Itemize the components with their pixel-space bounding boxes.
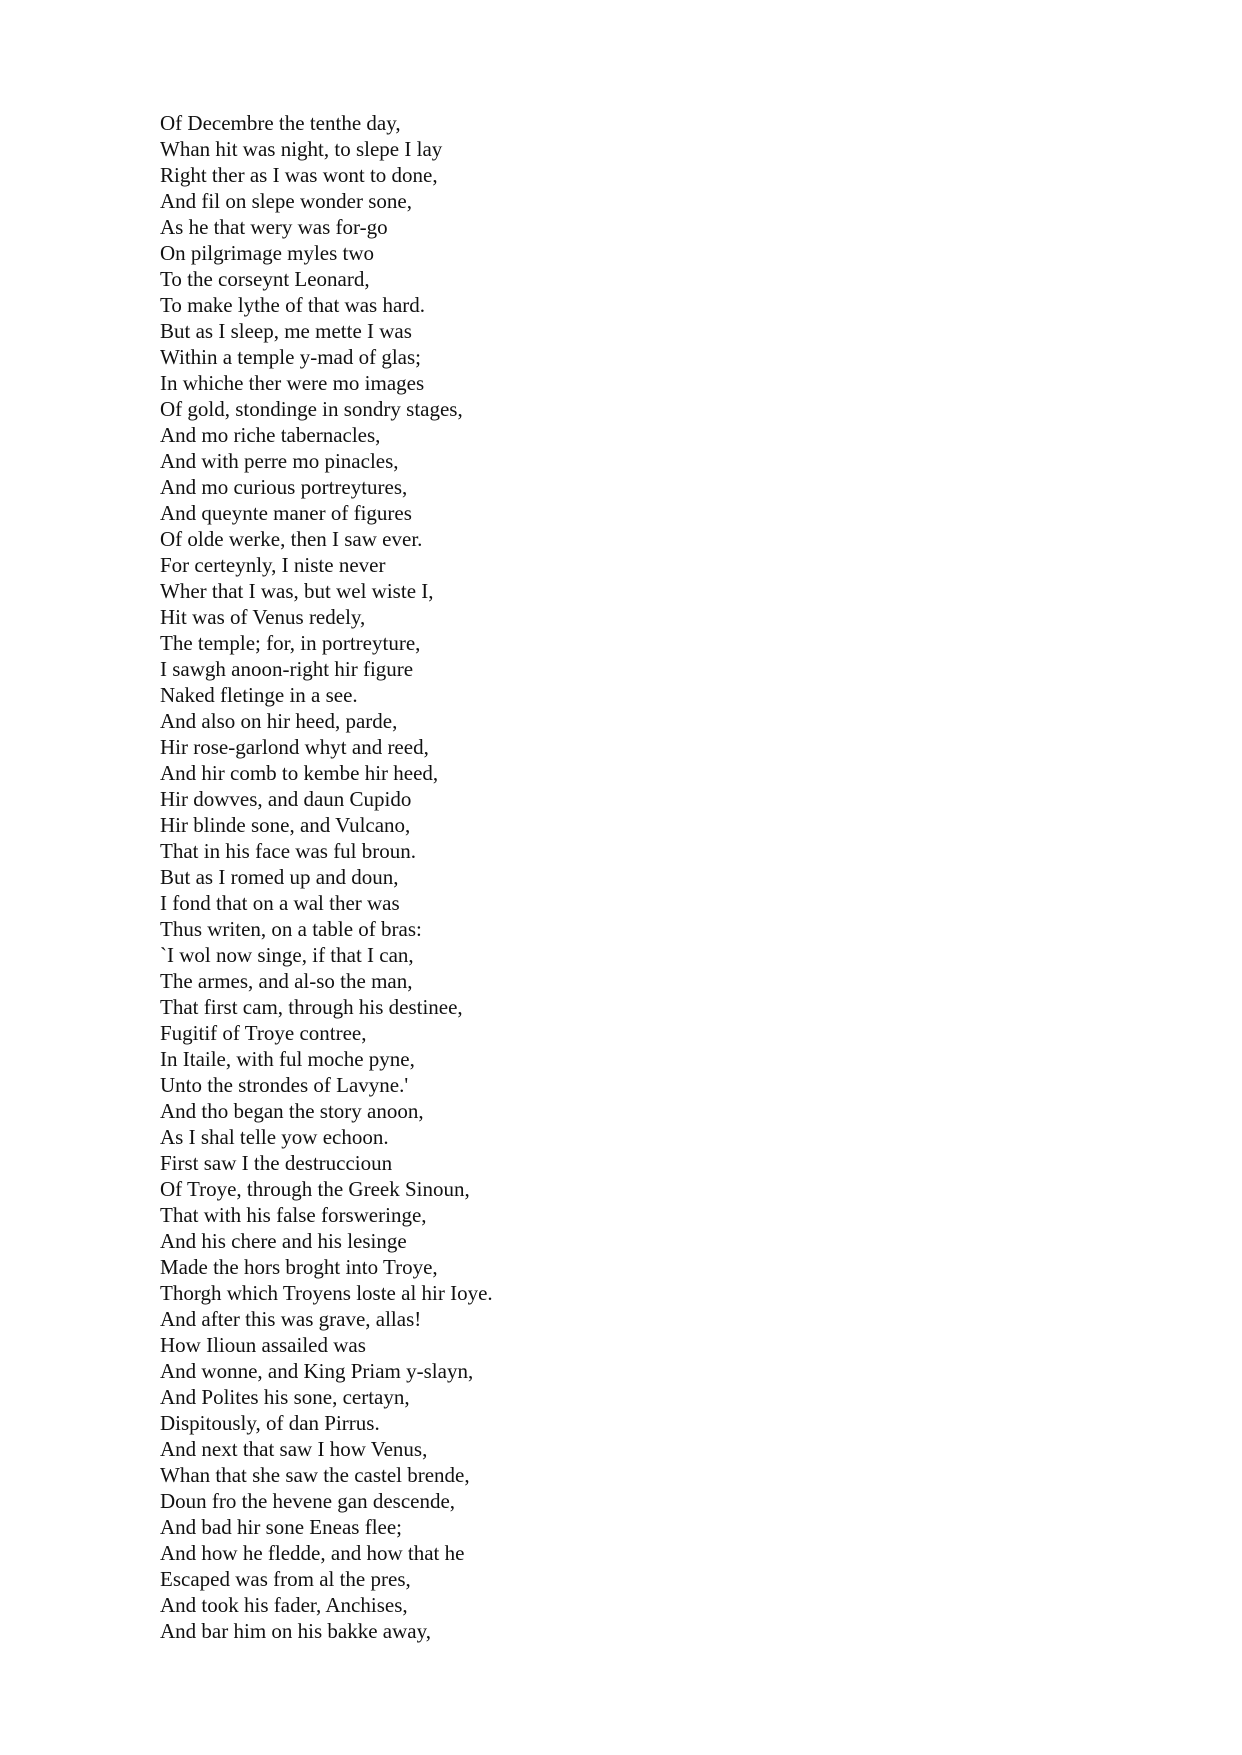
poem-line: To make lythe of that was hard. — [160, 293, 426, 317]
poem-line: I sawgh anoon-right hir figure — [160, 657, 414, 681]
poem-line: And tho began the story anoon, — [160, 1099, 424, 1123]
poem-line: The temple; for, in portreyture, — [160, 631, 421, 655]
poem-line: Of Decembre the tenthe day, — [160, 111, 401, 135]
poem-line: And hir comb to kembe hir heed, — [160, 761, 439, 785]
poem-line: But as I sleep, me mette I was — [160, 319, 412, 343]
poem-line: On pilgrimage myles two — [160, 241, 375, 265]
poem-line: And Polites his sone, certayn, — [160, 1385, 410, 1409]
poem-line: In Itaile, with ful moche pyne, — [160, 1047, 415, 1071]
poem-line: In whiche ther were mo images — [160, 371, 425, 395]
poem-line: And next that saw I how Venus, — [160, 1437, 428, 1461]
poem-line: And his chere and his lesinge — [160, 1229, 407, 1253]
poem-line: Hir rose-garlond whyt and reed, — [160, 735, 429, 759]
poem-line: Doun fro the hevene gan descende, — [160, 1489, 456, 1513]
poem-line: Of Troye, through the Greek Sinoun, — [160, 1177, 470, 1201]
poem-line: Hir blinde sone, and Vulcano, — [160, 813, 411, 837]
poem-line: And bad hir sone Eneas flee; — [160, 1515, 403, 1539]
poem-line: Thorgh which Troyens loste al hir Ioye. — [160, 1281, 493, 1305]
poem-line: Of olde werke, then I saw ever. — [160, 527, 423, 551]
poem-line: To the corseynt Leonard, — [160, 267, 370, 291]
poem-line: But as I romed up and doun, — [160, 865, 399, 889]
poem-line: `I wol now singe, if that I can, — [160, 943, 414, 967]
poem-line: As I shal telle yow echoon. — [160, 1125, 389, 1149]
poem-line: Naked fletinge in a see. — [160, 683, 358, 707]
poem-line: How Ilioun assailed was — [160, 1333, 366, 1357]
poem-line: And wonne, and King Priam y-slayn, — [160, 1359, 474, 1383]
poem-line: And mo riche tabernacles, — [160, 423, 381, 447]
poem-line: That with his false forsweringe, — [160, 1203, 427, 1227]
poem-line: Made the hors broght into Troye, — [160, 1255, 438, 1279]
poem-line: For certeynly, I niste never — [160, 553, 386, 577]
poem-line: And queynte maner of figures — [160, 501, 412, 525]
poem-line: And also on hir heed, parde, — [160, 709, 398, 733]
poem-line: And after this was grave, allas! — [160, 1307, 422, 1331]
poem-line: And with perre mo pinacles, — [160, 449, 399, 473]
poem-line: Hir dowves, and daun Cupido — [160, 787, 412, 811]
poem-line: That first cam, through his destinee, — [160, 995, 463, 1019]
poem-line: Whan that she saw the castel brende, — [160, 1463, 470, 1487]
poem-line: Of gold, stondinge in sondry stages, — [160, 397, 463, 421]
poem-line: And bar him on his bakke away, — [160, 1619, 431, 1643]
poem-line: Hit was of Venus redely, — [160, 605, 366, 629]
poem-line: Escaped was from al the pres, — [160, 1567, 411, 1591]
poem-line: Within a temple y-mad of glas; — [160, 345, 422, 369]
poem-line: I fond that on a wal ther was — [160, 891, 400, 915]
poem-line: Unto the strondes of Lavyne.' — [160, 1073, 409, 1097]
poem-line: As he that wery was for-go — [160, 215, 388, 239]
poem-line: And mo curious portreytures, — [160, 475, 408, 499]
poem-line: That in his face was ful broun. — [160, 839, 417, 863]
poem-line: Thus writen, on a table of bras: — [160, 917, 422, 941]
poem-line: And took his fader, Anchises, — [160, 1593, 408, 1617]
poem-text — [160, 110, 493, 1644]
poem-line: The armes, and al-so the man, — [160, 969, 413, 993]
poem-line: Whan hit was night, to slepe I lay — [160, 137, 443, 161]
poem-line: And fil on slepe wonder sone, — [160, 189, 412, 213]
poem-line: First saw I the destruccioun — [160, 1151, 393, 1175]
poem-line: Wher that I was, but wel wiste I, — [160, 579, 434, 603]
poem-line: Right ther as I was wont to done, — [160, 163, 438, 187]
poem-line: And how he fledde, and how that he — [160, 1541, 465, 1565]
poem-line: Dispitously, of dan Pirrus. — [160, 1411, 380, 1435]
poem-line: Fugitif of Troye contree, — [160, 1021, 367, 1045]
